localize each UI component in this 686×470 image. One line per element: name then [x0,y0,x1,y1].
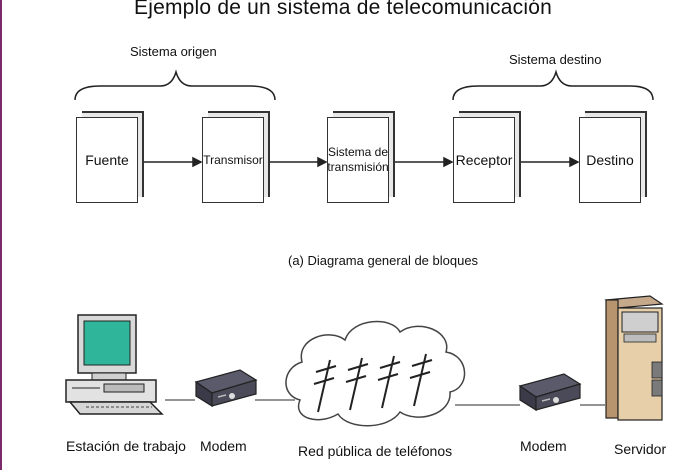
server-label: Servidor [614,441,667,457]
block-receptor: Receptor [453,117,515,203]
workstation-icon [66,315,162,414]
network-label: Red pública de teléfonos [298,443,453,459]
workstation-label: Estación de trabajo [66,438,186,454]
block-sistema-transmision: Sistema de transmisión [327,117,389,203]
network-cloud-icon [286,322,465,426]
diagram-caption: (a) Diagrama general de bloques [288,253,479,268]
page-title: Ejemplo de un sistema de telecomunicación [134,0,552,19]
source-system-label: Sistema origen [130,44,217,59]
modem-left-icon [196,370,256,406]
source-system-brace [75,72,275,100]
modem-right-icon [520,374,580,410]
block-destino: Destino [579,117,641,203]
destination-system-label: Sistema destino [509,52,602,67]
block-fuente: Fuente [76,117,138,203]
destination-system-brace [453,72,653,100]
block-transmisor: Transmisor [202,117,264,203]
modem-left-label: Modem [200,438,247,454]
modem-right-label: Modem [520,438,567,454]
server-icon [606,296,662,420]
